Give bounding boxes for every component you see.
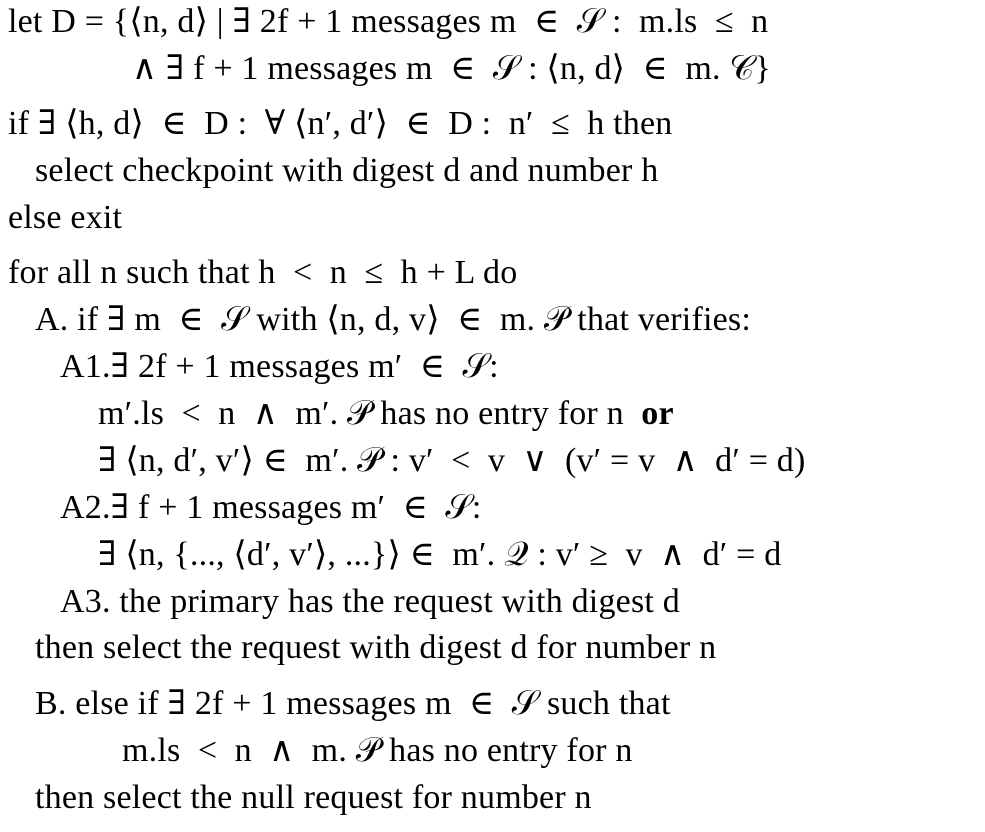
line-text: A3. the primary has the request with digest d bbox=[60, 583, 680, 620]
algorithm-line bbox=[98, 441, 806, 481]
line-text: select checkpoint with digest d and number h bbox=[35, 152, 659, 189]
algorithm-line bbox=[35, 684, 671, 724]
algorithm-line bbox=[60, 488, 482, 528]
algorithm-line bbox=[35, 151, 658, 191]
line-text: A2.∃ f + 1 messages m′ ∈ 𝒮: bbox=[60, 489, 482, 526]
bold-keyword: or bbox=[641, 395, 674, 432]
algorithm-line bbox=[8, 198, 122, 238]
line-text: if ∃ ⟨h, d⟩ ∈ D : ∀ ⟨n′, d′⟩ ∈ D : n′ ≤ h then bbox=[8, 105, 673, 142]
algorithm-line bbox=[132, 49, 771, 89]
line-text: A1.∃ 2f + 1 messages m′ ∈ 𝒮: bbox=[60, 348, 499, 385]
line-text: ∃ ⟨n, d′, v′⟩ ∈ m′. 𝒫 : v′ < v ∨ (v′ = v ∧ d′ = d) bbox=[98, 442, 806, 479]
algorithm-line bbox=[8, 2, 768, 42]
algorithm-line bbox=[8, 253, 517, 293]
algorithm-line bbox=[35, 778, 592, 818]
algorithm-line bbox=[60, 347, 499, 387]
algorithm-line bbox=[98, 535, 781, 575]
line-text: for all n such that h < n ≤ h + L do bbox=[8, 254, 518, 291]
line-text: ∧ ∃ f + 1 messages m ∈ 𝒮 : ⟨n, d⟩ ∈ m. 𝒞} bbox=[132, 50, 771, 87]
algorithm-line bbox=[35, 628, 716, 668]
line-text: let D = {⟨n, d⟩ | ∃ 2f + 1 messages m ∈ 𝒮 : m.ls ≤ n bbox=[8, 3, 769, 40]
line-text: ∃ ⟨n, {..., ⟨d′, v′⟩, ...}⟩ ∈ m′. 𝒬 : v′ ≥ v ∧ d′ = d bbox=[98, 536, 782, 573]
line-text: then select the request with digest d for number n bbox=[35, 629, 717, 666]
line-text: else exit bbox=[8, 199, 123, 236]
algorithm-line bbox=[122, 731, 633, 771]
line-text: m′.ls < n ∧ m′. 𝒫 has no entry for n bbox=[98, 395, 642, 432]
algorithm-line bbox=[60, 582, 680, 622]
algorithm-line bbox=[8, 104, 672, 144]
algorithm-line bbox=[35, 300, 751, 340]
line-text: m.ls < n ∧ m. 𝒫 has no entry for n bbox=[122, 732, 633, 769]
line-text: A. if ∃ m ∈ 𝒮 with ⟨n, d, v⟩ ∈ m. 𝒫 that verifies: bbox=[35, 301, 751, 338]
algorithm-line bbox=[98, 394, 674, 434]
line-text: then select the null request for number n bbox=[35, 779, 592, 816]
line-text: B. else if ∃ 2f + 1 messages m ∈ 𝒮 such that bbox=[35, 685, 671, 722]
